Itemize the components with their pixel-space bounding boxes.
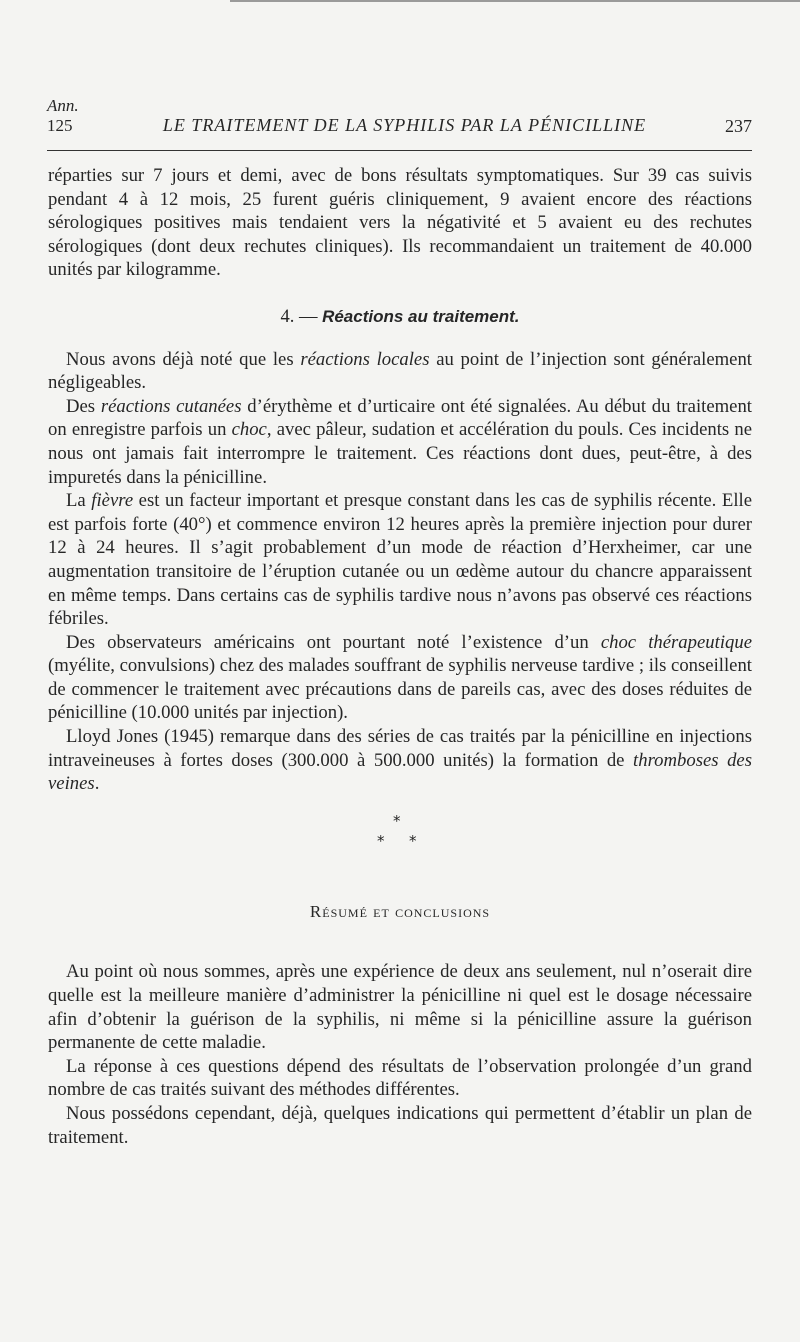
paragraph-summary-2: La réponse à ces questions dépend des résultats de l’observation prolongée d’un grand nombre de cas traités suivant des méthodes différentes. [48,1055,752,1101]
top-edge-rule [230,0,800,2]
page-body [48,164,752,1149]
text-run: est un facteur important et presque constant dans les cas de syphilis récente. Elle est parfois forte (40°) et commence environ 12 heures après la première injection pour durer 12 à 24 heures. Il s’agit probablement d’un mode de réaction d’Herxheimer, car une augmentation transitoire de l’éruption cutanée ou un œdème autour du chancre apparaissent en même temps. Dans certains cas de syphilis tardive nous n’avons pas observé ces réactions fébriles. [48,490,752,630]
paragraph-fever [48,489,752,631]
summary-heading: Résumé et conclusions [309,901,491,921]
section-number: 4. — [280,306,323,327]
journal-volume: 125 [47,116,73,135]
running-title: LE TRAITEMENT DE LA SYPHILIS PAR LA PÉNICILLINE [162,115,647,135]
paragraph-local-reactions [48,348,752,395]
journal-abbreviation: Ann. [47,96,79,115]
paragraph-therapeutic-shock [48,631,752,725]
emphasis: réactions locales [300,348,430,370]
header-rule [47,150,752,151]
emphasis: choc [231,419,267,441]
asterisk: * [377,831,385,850]
text-run: (myélite, convulsions) chez des malades souffrant de syphilis nerveuse tardive ; ils conseillent de commencer le traitement avec précautions dans de pareils cas, avec des doses réduites de pénicilline (10.000 unités par injection). [48,655,752,724]
asterisk: * [393,811,401,830]
paragraph-summary-3: Nous possédons cependant, déjà, quelques indications qui permettent d’établir un plan de traitement. [48,1103,752,1148]
asterism [48,810,752,856]
paragraph-thrombosis [48,725,752,796]
section-title: Réactions au traitement. [322,306,520,326]
emphasis: fièvre [91,490,134,512]
asterisk: * [409,831,417,850]
section-heading-4 [48,305,752,330]
text-run: Des observateurs américains ont pourtant noté l’existence d’un [66,631,601,653]
text-run: La [66,490,92,512]
text-run: Nous avons déjà noté que les [66,348,301,370]
paragraph-1: réparties sur 7 jours et demi, avec de bons résultats symptomatiques. Sur 39 cas suivis pendant 4 à 12 mois, 25 furent guéris cliniquement, 9 avaient encore des réactions sérologiques positives mais tendaient vers la négativité et 5 avaient eu des rechutes sérologiques (dont deux rechutes cliniques). Ils recommandaient un traitement de 40.000 unités par kilogramme. [48,165,752,281]
paragraph-skin-reactions [48,395,752,489]
emphasis: thromboses des veines [48,749,752,795]
text-run: d’érythème et d’urticaire ont été signalées. Au début du traitement on enregistre parfois un [48,395,752,441]
emphasis: choc thérapeutique [600,631,752,653]
paragraph-summary-1: Au point où nous sommes, après une expérience de deux ans seulement, nul n’oserait dire quelle est la meilleure manière d’administrer la pénicilline ni quel est le dosage nécessaire afin d’obtenir la guérison de la syphilis, ni même si la pénicilline assure la guérison permanente de cette maladie. [48,961,752,1054]
page-header [47,96,752,146]
text-run: au point de l’injection sont généralement négligeables. [48,348,753,394]
text-run: . [94,773,100,795]
text-run: Des [66,395,101,417]
page-number: 237 [725,116,752,136]
text-run: Lloyd Jones (1945) remarque dans des séries de cas traités par la pénicilline en injections intraveineuses à fortes doses (300.000 à 500.000 unités) la formation de [48,726,752,771]
emphasis: réactions cutanées [100,395,242,417]
text-run: , avec pâleur, sudation et accélération du pouls. Ces incidents ne nous ont jamais fait interrompre le traitement. Ces réactions dont dues, peut-être, à des impuretés dans la pénicilline. [48,419,752,488]
